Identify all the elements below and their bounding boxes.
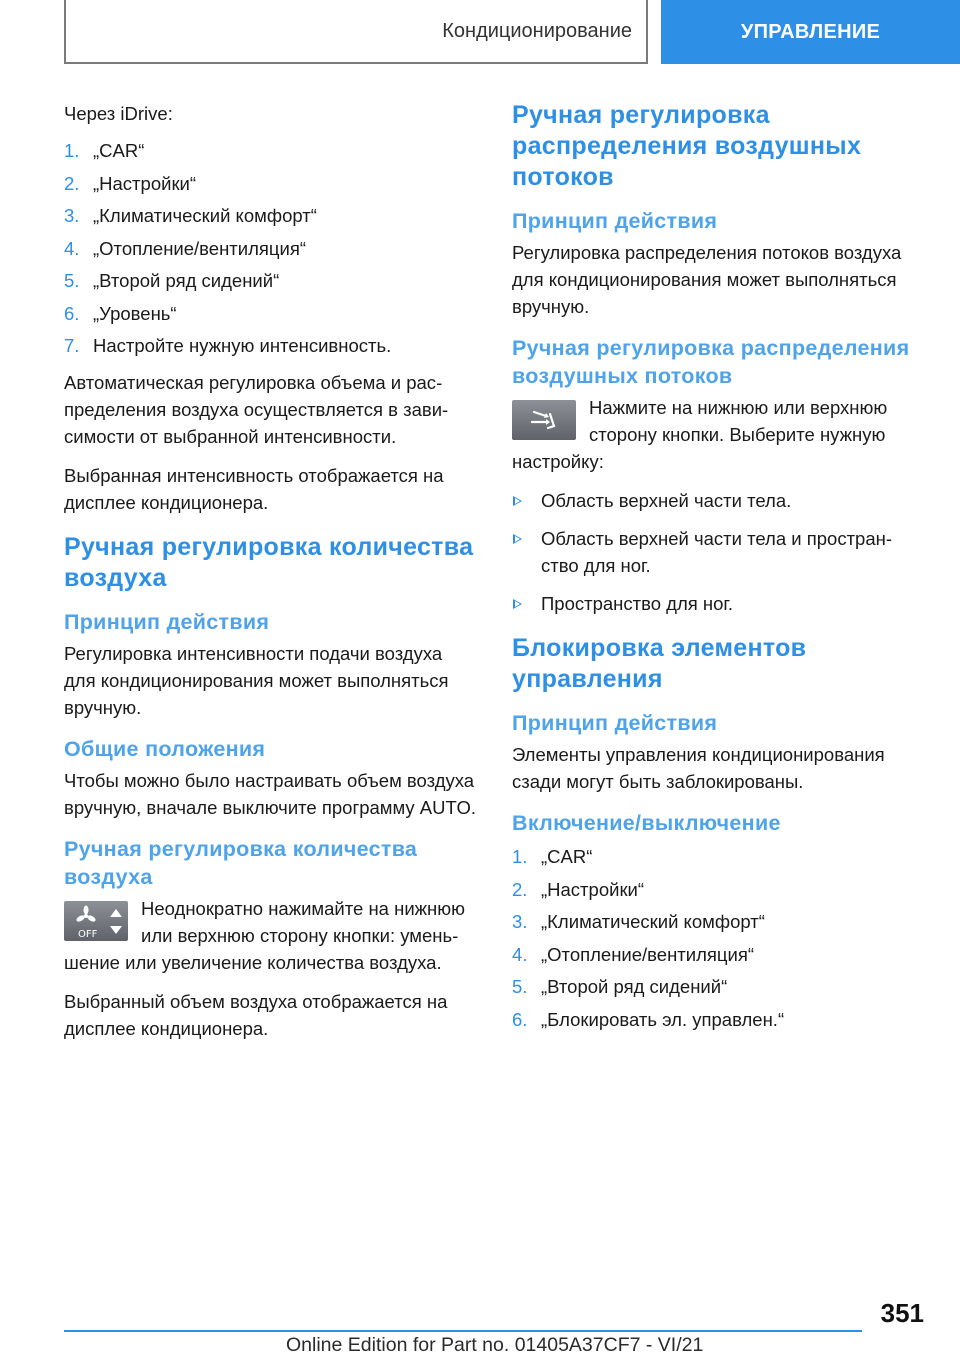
- list-item: 1. „CAR“: [64, 140, 145, 161]
- idrive-steps-list: [64, 135, 476, 363]
- footer-edition: [0, 1334, 960, 1357]
- triangle-bullet-icon: [513, 599, 522, 609]
- chapter-tab: [661, 0, 960, 64]
- list-item: 1. „CAR“: [512, 846, 593, 867]
- svg-text:OFF: OFF: [78, 928, 98, 940]
- right-column: [512, 100, 922, 1042]
- heading-manual-distribution-sub: Ручная регулировка распределения воздушных потоков: [512, 336, 910, 388]
- principle-text: Регулировка распределения потоков воздуха для кондиционирования может выполняться вручную.: [512, 242, 902, 317]
- list-item: 5. „Второй ряд сидений“: [64, 270, 280, 291]
- fan-button-text: Неоднократно нажимайте на нижнюю или верхнюю сторону кнопки: уменьшение или увеличение количества воздуха.: [64, 897, 466, 973]
- heading-controls-lock: Блокировка элементов управления: [512, 634, 807, 693]
- list-item: Пространство для ног.: [512, 590, 922, 617]
- left-column: [64, 100, 476, 1054]
- heading-manual-air-amount-sub: Ручная регулировка количества воздуха: [64, 836, 418, 889]
- edition-text: Online Edition for Part no. 01405A37CF7 - VI/21: [286, 1334, 704, 1356]
- running-header-section: [64, 0, 648, 64]
- general-text: Чтобы можно было настраивать объем воздуха вручную, вначале выключите программу AUTO.: [64, 769, 477, 818]
- lock-text: Элементы управления кондиционирования сзади могут быть заблокированы.: [512, 744, 885, 792]
- heading-manual-distribution: Ручная регулировка распределения воздушных потоков: [512, 101, 862, 191]
- list-item: 3. „Климатический комфорт“: [64, 205, 317, 226]
- selected-amount-text: Выбранный объем воздуха отображается на дисплее кондиционера.: [64, 990, 448, 1039]
- list-item: 4. „Отопление/вентиляция“: [64, 237, 307, 259]
- lock-steps-list: [512, 841, 922, 1036]
- list-item: 6. „Блокировать эл. управлен.“: [512, 1008, 785, 1030]
- heading-principle: Принцип действия: [512, 711, 718, 735]
- intro-text: Через iDrive:: [64, 103, 173, 124]
- list-item: 7. Настройте нужную интенсивность.: [64, 335, 392, 356]
- distribution-button-text: Нажмите на нижнюю или верхнюю сторону кнопки. Выберите нужную настройку:: [512, 397, 888, 472]
- list-item: 2. „Настройки“: [512, 878, 645, 900]
- air-distribution-button-icon: [512, 400, 576, 440]
- heading-general: Общие положения: [64, 736, 266, 761]
- display-text: Выбранная интенсивность отображается на дисплее кондиционера.: [64, 464, 444, 513]
- page-number: 351: [880, 1298, 924, 1328]
- list-item: Область верхней части тела и пространство для ног.: [512, 525, 922, 579]
- list-item: Область верхней части тела.: [512, 487, 922, 514]
- fan-off-button-icon: [64, 901, 128, 941]
- footer-divider: [64, 1330, 862, 1332]
- heading-principle: Принцип действия: [512, 209, 718, 233]
- chapter-title: УПРАВЛЕНИЕ: [740, 20, 881, 43]
- section-title: Кондиционирование: [442, 19, 632, 42]
- principle-text: Регулировка интенсивности подачи воздуха для кондиционирования может выполняться вручную.: [64, 642, 449, 718]
- list-item: 2. „Настройки“: [64, 172, 197, 194]
- auto-distribution-text: Автоматическая регулировка объема и распределения воздуха осуществляется в зависимости от выбранной интенсивности.: [64, 371, 449, 447]
- triangle-bullet-icon: [513, 496, 522, 506]
- distribution-options-list: [512, 487, 922, 617]
- list-item: 6. „Уровень“: [64, 302, 177, 324]
- heading-manual-air-amount: Ручная регулировка количества воздуха: [64, 532, 474, 592]
- list-item: 4. „Отопление/вентиляция“: [512, 943, 755, 965]
- list-item: 5. „Второй ряд сидений“: [512, 976, 728, 997]
- triangle-bullet-icon: [513, 534, 522, 544]
- heading-principle: Принцип действия: [64, 609, 270, 634]
- list-item: 3. „Климатический комфорт“: [512, 911, 765, 932]
- heading-on-off: Включение/выключение: [512, 811, 781, 835]
